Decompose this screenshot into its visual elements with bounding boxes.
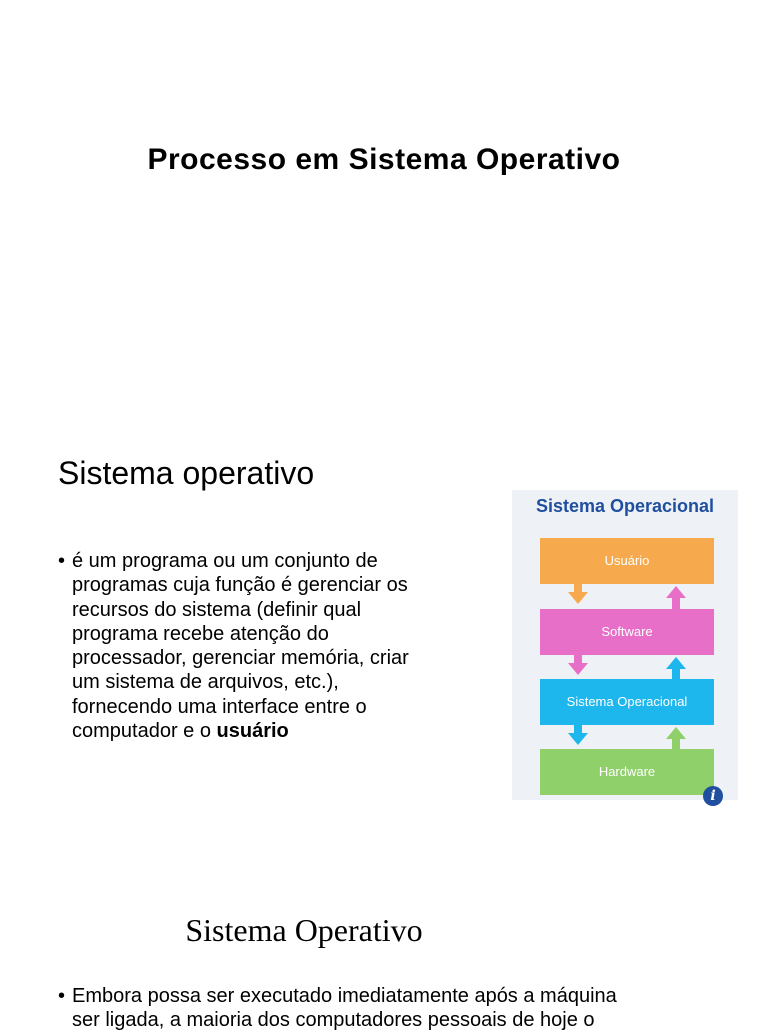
bullet-text — [72, 984, 748, 1032]
link-text[interactable]: sistema de arquivos — [105, 671, 284, 694]
layer-sistema-operacional: Sistema Operacional — [540, 679, 714, 725]
bullet-line: ser ligada, a maioria dos computadores pessoais de hoje o — [72, 1009, 595, 1031]
arrow-down-icon — [568, 584, 588, 604]
layer-software: Software — [540, 609, 714, 655]
bullet-symbol: • — [58, 550, 66, 572]
layer-arrows — [512, 490, 738, 800]
link-text[interactable]: interface — [222, 695, 299, 718]
section-heading: Sistema operativo — [58, 455, 315, 491]
os-layers-diagram — [512, 490, 738, 804]
plain-text: ou um conjunto de programas cuja função é gerenciar os recursos do sistema (definir qual programa recebe atenção do — [72, 550, 408, 645]
layer-usuario: Usuário — [540, 538, 714, 584]
plain-text: , gerenciar memória, criar um — [72, 647, 409, 694]
arrow-up-icon — [666, 657, 686, 679]
arrow-up-icon — [666, 727, 686, 749]
arrow-down-icon — [568, 655, 588, 675]
bold-text: usuário — [216, 720, 289, 743]
slide-title: Processo em Sistema Operativo — [147, 143, 621, 176]
layer-hardware: Hardware — [540, 749, 714, 795]
plain-text: entre o computador e o — [72, 695, 367, 743]
bullet-line: Embora possa ser executado imediatamente após a máquina — [72, 985, 617, 1007]
diagram-title: Sistema Operacional — [535, 496, 715, 516]
section-heading: Sistema Operativo — [185, 912, 423, 948]
link-text[interactable]: programa — [122, 550, 208, 572]
bullet-item — [58, 549, 438, 743]
plain-text: é um — [72, 550, 123, 572]
arrow-down-icon — [568, 725, 588, 745]
plain-text: , etc.), fornecendo uma — [72, 671, 339, 718]
bullet-text — [72, 549, 438, 743]
arrow-up-icon — [666, 586, 686, 609]
info-icon: i — [703, 786, 723, 806]
bullet-item — [58, 984, 748, 1032]
bullet-symbol: • — [58, 985, 66, 1007]
link-text[interactable]: processador — [72, 647, 181, 670]
